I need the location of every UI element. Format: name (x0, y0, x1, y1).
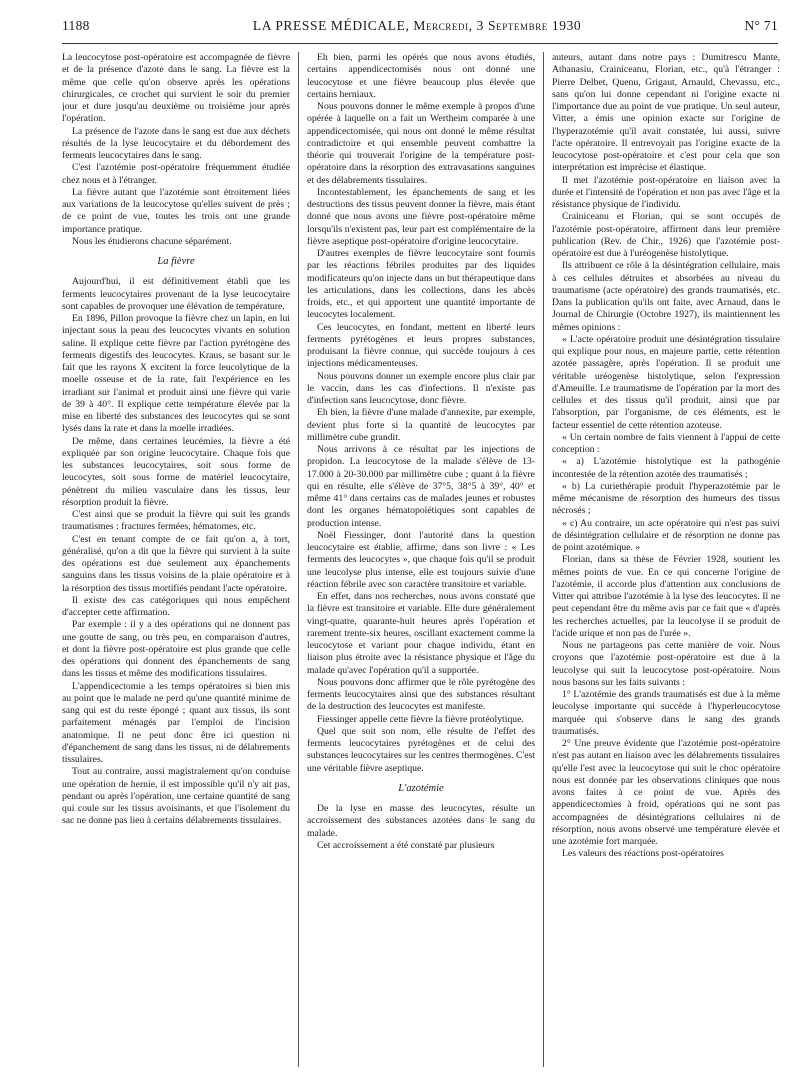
issue-number: N° 71 (744, 18, 778, 33)
paragraph: D'autres exemples de fièvre leucocytaire sont fournis par les réactions fébriles produites par des liquides modificateurs qu'on injecte dans un but thérapeutique dans les articulations, dans les collections, dans les abcès froids, etc., et qui apportent une quantité importante de leucocytes localement. (307, 248, 535, 321)
paragraph: Crainiceanu et Florian, qui se sont occupés de l'azotémie post-opératoire, affirment dans leur première publication (Rev. de Chir., 1926) que l'azotémie post-opératoire est due à l'uréogenèse histolytique. (552, 211, 780, 259)
column-divider (290, 52, 307, 1067)
paragraph: Nous pouvons donc affirmer que le rôle pyrétogène des ferments leucocytaires ainsi que des substances résultant de la destruction des leucocytes est manifeste. (307, 676, 535, 713)
paragraph: La fièvre autant que l'azotémie sont étroitement liées aux variations de la leucocytose qu'elles suivent de près ; de ce point de vue, toutes les trois ont une grande importance pratique. (62, 186, 290, 235)
section-heading: L'azotémie (398, 782, 444, 794)
paragraph: auteurs, autant dans notre pays : Dumitrescu Mante, Athanasiu, Crainiceanu, Florian, etc., qu'à l'étranger : Pierre Delbet, Quenu, Grigaut, Arnauld, Chevassu, etc., sans qu'on lui donne cependant ni l'origine exacte ni l'importance due au point de vue pratique. Un seul auteur, Vitter, a émis une opinion exacte sur l'origine de l'hyperazotémie qu'il avait constatée, lui aussi, suivre l'acte opératoire. Il entrevoyait pas l'origine exacte de la leucocytose post-opératoire et c'est pour cela que son interprétation est imprécise et élastique. (552, 52, 780, 174)
paragraph: « b) La curiethérapie produit l'hyperazotémie par le même mécanisme de résorption des humeurs des tissus nécrosés ; (552, 480, 780, 517)
paragraph: Incontestablement, les épanchements de sang et les destructions des tissus peuvent donner la fièvre, mais étant donné que nous avons une fièvre post-opératoire même lorsqu'ils n'existent pas, leur part est complémentaire de la fièvre aseptique post-opératoire d'origine leucocytaire. (307, 186, 535, 247)
paragraph: De même, dans certaines leucémies, la fièvre a été expliquée par son origine leucocytaire. Chaque fois que les substances leucocytaires, soit sous forme de leucocytes, soit sous forme de matériel leucocytaire, pénètrent du milieu vasculaire dans les tissus, leur résorption produit la fièvre. (62, 435, 290, 508)
paragraph: Nous pouvons donner un exemple encore plus clair par le vaccin, dans les cas d'infections. Il n'existe pas d'infection sans leucocytose, donc fièvre. (307, 370, 535, 406)
article-body (62, 52, 780, 1067)
column-right (552, 52, 780, 1067)
paragraph: L'appendicectomie a les temps opératoires si bien mis au point que le malade ne perd qu'une quantité minime de sang qui est du reste épongé ; quant aux tissus, ils sont parfaitement ménagés par l'emploi de l'incision anatomique. Il ne peut donc être ici question ni d'épanchement de sang dans les tissus, ni de délabrements tissulaires. (62, 680, 290, 765)
paragraph: De la lyse en masse des leucocytes, résulte un accroissement des substances azotées dans le sang du malade. (307, 803, 535, 839)
paragraph: Par exemple : il y a des opérations qui ne donnent pas une goutte de sang, ou très peu, en comparaison d'autres, et dont la fièvre post-opératoire est plus grande que celle des opérations qui donnent des épanchements de sang dans les tissus et même des modifications tissulaires. (62, 619, 290, 680)
paragraph: Les valeurs des réactions post-opératoires (562, 848, 724, 860)
paragraph: « c) Au contraire, un acte opératoire qui n'est pas suivi de désintégration cellulaire et de résorption ne donne pas de point azotémique. » (552, 517, 780, 553)
paragraph: La leucocytose post-opératoire est accompagnée de fièvre et de la présence d'azote dans le sang. La fièvre est la même que celle qu'on observe après les opérations chirurgicales, ce crochet qui survient le soir du premier jour et dure jusqu'au deuxième ou troisième jour après l'opération. (62, 52, 290, 125)
header-rule (62, 43, 778, 44)
column-divider (535, 52, 552, 1067)
paragraph: Nous les étudierons chacune séparément. (72, 235, 232, 247)
paragraph: Fiessinger appelle cette fièvre la fièvre protéolytique. (317, 713, 524, 725)
paragraph: Nous arrivons à ce résultat par les injections de propidon. La leucocytose de la malade s'élève de 13-17.000 à 20-30.000 par millimètre cube ; quant à la fièvre qui en résulte, elle s'élève de 37°5, 38°5 à 39°, 40° et même 41° dans certains cas de malades jeunes et robustes dont les organes hématopoïétiques sont capables de production intense. (307, 444, 535, 529)
paragraph: 1° L'azotémie des grands traumatisés est due à la même leucolyse importante qui succède à l'hyperleucocytose marquée qui s'observe dans le sang des grands traumatisés. (552, 689, 780, 737)
paragraph: Cet accroissement a été constaté par plusieurs (317, 839, 495, 851)
page-header (62, 18, 778, 40)
column-left (62, 52, 290, 1067)
paragraph: Ces leucocytes, en fondant, mettent en liberté leurs ferments pyrétogènes et leurs propres substances, produisant la fièvre connue, qui succède toujours à ces injections médicamenteuses. (307, 321, 535, 370)
paragraph: « a) L'azotémie histolytique est la pathogénie incontestée de la rétention azotée des traumatisés ; (552, 456, 780, 480)
paragraph: La présence de l'azote dans le sang est due aux déchets résultés de la lyse leucocytaire et du débordement des ferments leucocytaires dans le sang. (62, 125, 290, 161)
paragraph: C'est en tenant compte de ce fait qu'on a, à tort, généralisé, qu'on a dit que la fièvre qui survient à la suite des opérations est due seulement aux épanchements sanguins dans les tissus voisins de la plaie opératoire et à la résorption des tissus mortifiés pendant l'acte opératoire. (62, 533, 290, 594)
paragraph: Eh bien, la fièvre d'une malade d'annexite, par exemple, devient plus forte si la quantité de leucocytes par millimètre cube grandit. (307, 407, 535, 443)
page-number: 1188 (62, 18, 90, 33)
paragraph: 2° Une preuve évidente que l'azotémie post-opératoire n'est pas autant en liaison avec les délabrements tissulaires qu'elle l'est avec la leucocytose qui suit le choc opératoire nous est donnée par les observations cliniques que nous avons faites à ce point de vue. Après des appendicectomies à froid, opérations qui ne sont pas accompagnées de désintégrations cellulaires ni de résorption, nous avons observé une température élevée et une azotémie fort marquée. (552, 738, 780, 847)
paragraph: Florian, dans sa thèse de Février 1928, soutient les mêmes points de vue. En ce qui concerne l'origine de l'azotémie, il accorde plus d'attention aux conclusions de Vitter qui attribue l'azotémie à la lyse des leucocytes. Il ne peut cependant être du même avis par ce fait que « d'après les recherches actuelles, par la leucolyse il se produit de l'acide urique et non pas de l'urée ». (552, 554, 780, 639)
paragraph: Eh bien, parmi les opérés que nous avons étudiés, certains appendicectomisés nous ont donné une leucocytose et une fièvre beaucoup plus élevée que certains herniaux. (307, 52, 535, 100)
paragraph: Nous ne partageons pas cette manière de voir. Nous croyons que l'azotémie post-opératoire est due à la leucolyse qui suit la leucocytose post-opératoire. Nous nous basons sur les faits suivants : (552, 640, 780, 688)
column-middle (307, 52, 535, 1067)
paragraph: Il met l'azotémie post-opératoire en liaison avec la durée et l'intensité de l'opération et non pas avec l'âge et la résistance physique de l'individu. (552, 174, 780, 210)
paragraph: Tout au contraire, aussi magistralement qu'on conduise une opération de hernie, il est impossible qu'il n'y ait pas, pendant ou après l'opération, une certaine quantité de sang qui coule sur les tissus avoisinants, et que l'isolement du sac ne donne pas lieu à certains délabrements tissulaires. (62, 766, 290, 827)
journal-title: LA PRESSE MÉDICALE, Mercredi, 3 Septembre 1930 (252, 18, 582, 33)
paragraph: Quel que soit son nom, elle résulte de l'effet des ferments leucocytaires pyrétogènes et de celui des substances leucocytaires sur les centres thermogènes. C'est une véritable fièvre aseptique. (307, 725, 535, 774)
paragraph: C'est ainsi que se produit la fièvre qui suit les grands traumatismes : fractures fermées, hématomes, etc. (62, 509, 290, 533)
paragraph: « L'acte opératoire produit une désintégration tissulaire qui explique pour nous, en majeure partie, cette rétention azotée passagère, après l'opération. Il se produit une véritable uréogenèse histolytique, selon l'expression d'Ameuille. Le traumatisme de l'opération par la mort des cellules et des tissus qu'il produit, ainsi que par l'absorption, par l'organisme, de ces éléments, est le facteur essentiel de cette rétention azoteuse. (552, 333, 780, 431)
paragraph: Il existe des cas catégoriques qui nous empêchent d'accepter cette affirmation. (62, 594, 290, 618)
paragraph: C'est l'azotémie post-opératoire fréquemment étudiée chez nous et à l'étranger. (62, 162, 290, 186)
paragraph: En 1896, Pillon provoque la fièvre chez un lapin, en lui injectant sous la peau des leucocytes vivants en solution saline. Il explique cette fièvre par l'action pyrétogène des ferments digestifs des leucocytes. Kraus, se basant sur le fait que les rayons X excitent la force leucolytique de la moelle osseuse et de la rate, fait l'expérience en les irradiant sur l'animal et produit ainsi une fièvre qui varie de 39 à 40°. Il explique cette température élevée par la mise en liberté des substances des leucocytes qui se sont lysés dans la rate et dans la moelle irradiées. (62, 313, 290, 435)
paragraph: « Un certain nombre de faits viennent à l'appui de cette conception : (552, 431, 780, 455)
paragraph: Ils attribuent ce rôle à la désintégration cellulaire, mais à ces cellules détruites et absorbées au niveau du traumatisme (acte opératoire) des grands traumatisés, etc. Dans la publication qu'ils ont faite, avec Arnaud, dans le Journal de Chirurgie (Octobre 1927), ils maintiennent les mêmes opinions : (552, 260, 780, 333)
paragraph: En effet, dans nos recherches, nous avons constaté que la fièvre est transitoire et variable. Elle dure généralement vingt-quatre, quarante-huit heures après l'opération et rarement trente-six heures, oscillant exactement comme la leucocytose et variant pour chaque individu, étant en liaison plus étroite avec la résistance physique et l'âge du malade qu'avec l'opération qu'il a supportée. (307, 591, 535, 676)
paragraph: Aujourd'hui, il est définitivement établi que les ferments leucocytaires provenant de la lyse leucocytaire sont capables de provoquer une élévation de température. (62, 276, 290, 312)
paragraph: Nous pouvons donner le même exemple à propos d'une opérée à laquelle on a fait un Wertheim comparée à une appendicectomisée, qui nous ont donné le même résultat contradictoire et qui ensemble peuvent combattre la théorie qui trouverait l'origine de la température post-opératoire dans la résorption des extravasations sanguines et des délabrements tissulaires. (307, 101, 535, 186)
paragraph: Noël Fiessinger, dont l'autorité dans la question leucocytaire est établie, affirme, dans son livre : « Les ferments des leucocytes », que chaque fois qu'il se produit une leucolyse plus intense, elle est toujours suivie d'une réaction fébrile avec son caractère transitoire et variable. (307, 529, 535, 590)
section-heading: La fièvre (157, 256, 195, 267)
